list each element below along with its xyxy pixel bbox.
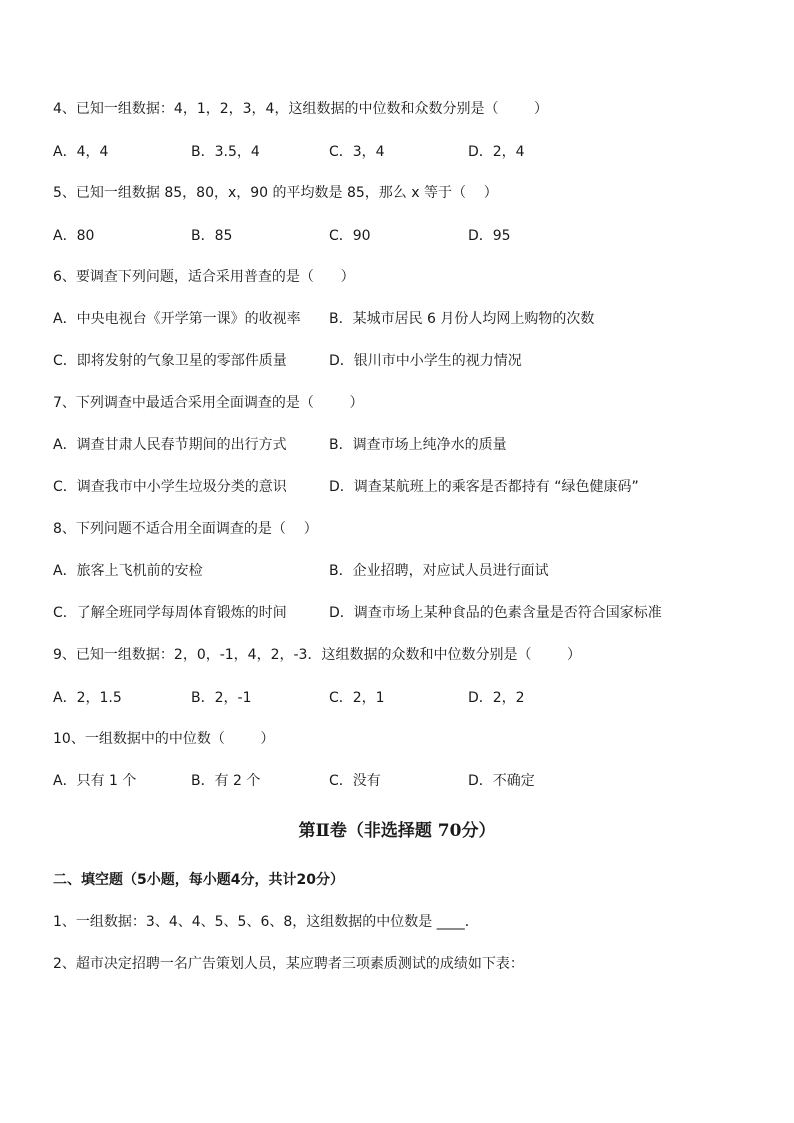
option-c: C．调查我市中小学生垃圾分类的意识 (53, 479, 287, 495)
option-c: C．即将发射的气象卫星的零部件质量 (53, 353, 287, 369)
option-c: C．没有 (329, 773, 381, 789)
option-d: D．95 (468, 228, 511, 244)
option-a: A．2，1.5 (53, 690, 122, 706)
option-c: C．3，4 (329, 144, 385, 160)
question-6-options-row2 (53, 352, 773, 424)
question-8-stem: 8、下列问题不适合用全面调查的是（ ） (53, 521, 318, 537)
question-6-stem: 6、要调查下列问题，适合采用普查的是（ ） (53, 269, 355, 285)
question-9-stem: 9、已知一组数据：2，0，-1，4，2，-3．这组数据的众数和中位数分别是（ ） (53, 647, 582, 663)
option-d: D．银川市中小学生的视力情况 (329, 353, 522, 369)
question-8-options-row2 (53, 604, 773, 676)
section-title: 第Ⅱ卷（非选择题 70分） (298, 821, 496, 841)
option-a: A．中央电视台《开学第一课》的收视率 (53, 311, 301, 327)
option-d: D．2，4 (468, 144, 525, 160)
option-c: C．2，1 (329, 690, 385, 706)
question-4-stem: 4、已知一组数据：4，1，2，3，4，这组数据的中位数和众数分别是（ ） (53, 101, 549, 117)
option-b: B．调查市场上纯净水的质量 (329, 437, 507, 453)
option-b: B．企业招聘，对应试人员进行面试 (329, 563, 549, 579)
option-b: B．有 2 个 (191, 773, 261, 789)
option-d: D．2，2 (468, 690, 525, 706)
option-b: B．85 (191, 228, 233, 244)
option-a: A．4，4 (53, 144, 109, 160)
option-a: A．旅客上飞机前的安检 (53, 563, 203, 579)
option-c: C．90 (329, 228, 371, 244)
option-a: A．调查甘肃人民春节期间的出行方式 (53, 437, 287, 453)
option-d: D．不确定 (468, 773, 535, 789)
question-5-stem: 5、已知一组数据 85，80，x，90 的平均数是 85，那么 x 等于（ ） (53, 185, 498, 201)
option-b: B．2，-1 (191, 690, 252, 706)
question-7-stem: 7、下列调查中最适合采用全面调查的是（ ） (53, 395, 364, 411)
fill-blank-item-1: 1、一组数据：3、4、4、5、5、6、8，这组数据的中位数是 ____． (53, 914, 479, 930)
option-b: B．3.5，4 (191, 144, 260, 160)
question-10-stem: 10、一组数据中的中位数（ ） (53, 731, 275, 747)
option-d: D．调查市场上某种食品的色素含量是否符合国家标准 (329, 605, 662, 621)
option-c: C．了解全班同学每周体育锻炼的时间 (53, 605, 287, 621)
option-a: A．只有 1 个 (53, 773, 137, 789)
part-heading: 二、填空题（5小题，每小题4分，共计20分） (53, 872, 344, 888)
option-d: D．调查某航班上的乘客是否都持有 “绿色健康码” (329, 479, 639, 495)
option-b: B．某城市居民 6 月份人均网上购物的次数 (329, 311, 595, 327)
option-a: A．80 (53, 228, 95, 244)
fill-blank-item-2: 2、超市决定招聘一名广告策划人员，某应聘者三项素质测试的成绩如下表： (53, 956, 524, 972)
question-7-options-row2 (53, 478, 773, 550)
